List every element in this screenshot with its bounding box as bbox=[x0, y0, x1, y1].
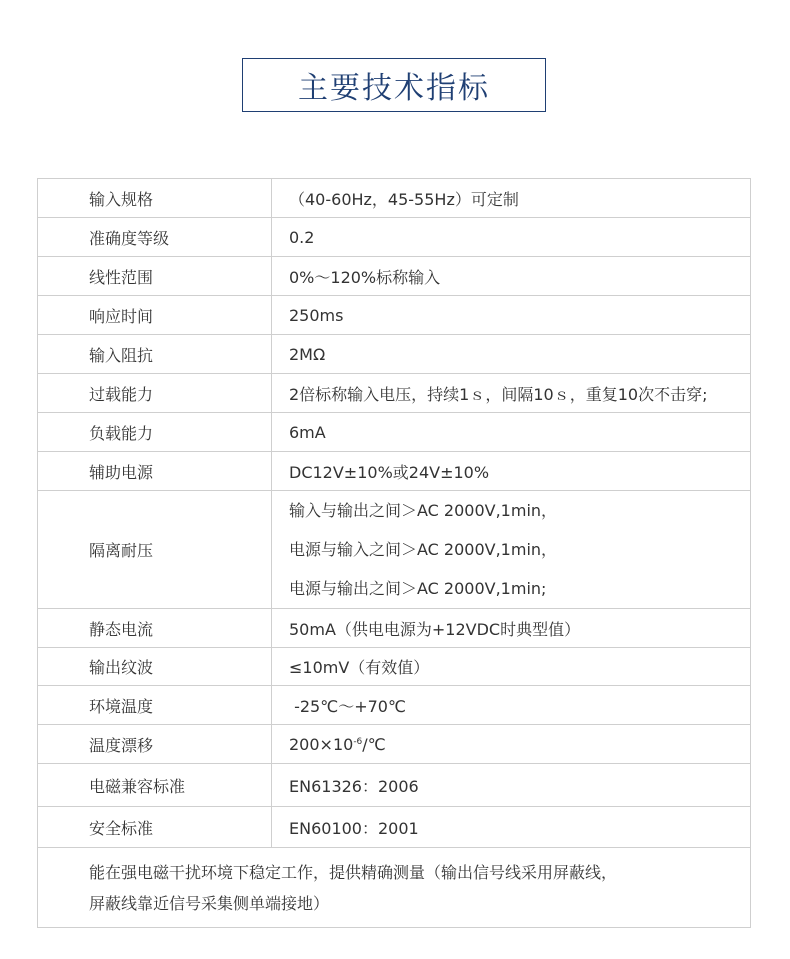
drift-exponent: -6 bbox=[353, 736, 363, 747]
row-label: 响应时间 bbox=[38, 296, 272, 335]
table-row bbox=[38, 179, 751, 218]
row-label: 隔离耐压 bbox=[38, 491, 272, 609]
row-value: -25℃～+70℃ bbox=[272, 686, 751, 725]
isolation-line: 电源与输出之间＞AC 2000V,1min; bbox=[289, 579, 547, 598]
row-value: 0.2 bbox=[272, 218, 751, 257]
table-row bbox=[38, 807, 751, 848]
row-value-multiline bbox=[272, 491, 751, 609]
table-row bbox=[38, 648, 751, 686]
row-value: 2倍标称输入电压，持续1ｓ，间隔10ｓ，重复10次不击穿; bbox=[272, 374, 751, 413]
row-label: 电磁兼容标准 bbox=[38, 764, 272, 807]
row-value bbox=[272, 725, 751, 764]
table-row bbox=[38, 609, 751, 648]
table-row bbox=[38, 764, 751, 807]
row-value: EN61326：2006 bbox=[272, 764, 751, 807]
table-row bbox=[38, 686, 751, 725]
table-row bbox=[38, 452, 751, 491]
section-title-box bbox=[242, 58, 546, 112]
row-value: DC12V±10%或24V±10% bbox=[272, 452, 751, 491]
row-label: 温度漂移 bbox=[38, 725, 272, 764]
row-label: 过载能力 bbox=[38, 374, 272, 413]
drift-value-prefix: 200×10 bbox=[289, 734, 354, 754]
row-label: 准确度等级 bbox=[38, 218, 272, 257]
row-label: 安全标准 bbox=[38, 807, 272, 848]
row-value: 250ms bbox=[272, 296, 751, 335]
footer-line-1: 能在强电磁干扰环境下稳定工作，提供精确测量（输出信号线采用屏蔽线， bbox=[89, 862, 618, 882]
section-title: 主要技术指标 bbox=[298, 71, 490, 106]
row-label: 输入规格 bbox=[38, 179, 272, 218]
table-row bbox=[38, 296, 751, 335]
table-row bbox=[38, 257, 751, 296]
table-row bbox=[38, 335, 751, 374]
drift-value-suffix: /℃ bbox=[362, 734, 386, 754]
spec-table bbox=[37, 178, 751, 928]
footer-line-2: 屏蔽线靠近信号采集侧单端接地） bbox=[89, 893, 330, 913]
row-label: 线性范围 bbox=[38, 257, 272, 296]
row-value: ≤10mV（有效值） bbox=[272, 648, 751, 686]
table-row bbox=[38, 848, 751, 928]
isolation-line: 电源与输入之间＞AC 2000V,1min， bbox=[289, 540, 558, 559]
table-row bbox=[38, 413, 751, 452]
row-value: 6mA bbox=[272, 413, 751, 452]
row-value: 50mA（供电电源为+12VDC时典型值） bbox=[272, 609, 751, 648]
row-value: 0%～120%标称输入 bbox=[272, 257, 751, 296]
row-label: 环境温度 bbox=[38, 686, 272, 725]
row-value: （40-60Hz，45-55Hz）可定制 bbox=[272, 179, 751, 218]
table-row bbox=[38, 218, 751, 257]
row-value: EN60100：2001 bbox=[272, 807, 751, 848]
row-label: 输入阻抗 bbox=[38, 335, 272, 374]
row-label: 输出纹波 bbox=[38, 648, 272, 686]
table-row bbox=[38, 725, 751, 764]
row-value: 2MΩ bbox=[272, 335, 751, 374]
row-label: 辅助电源 bbox=[38, 452, 272, 491]
table-row bbox=[38, 491, 751, 609]
isolation-line: 输入与输出之间＞AC 2000V,1min， bbox=[289, 501, 558, 520]
row-label: 负载能力 bbox=[38, 413, 272, 452]
row-label: 静态电流 bbox=[38, 609, 272, 648]
table-row bbox=[38, 374, 751, 413]
footer-note bbox=[38, 848, 751, 928]
